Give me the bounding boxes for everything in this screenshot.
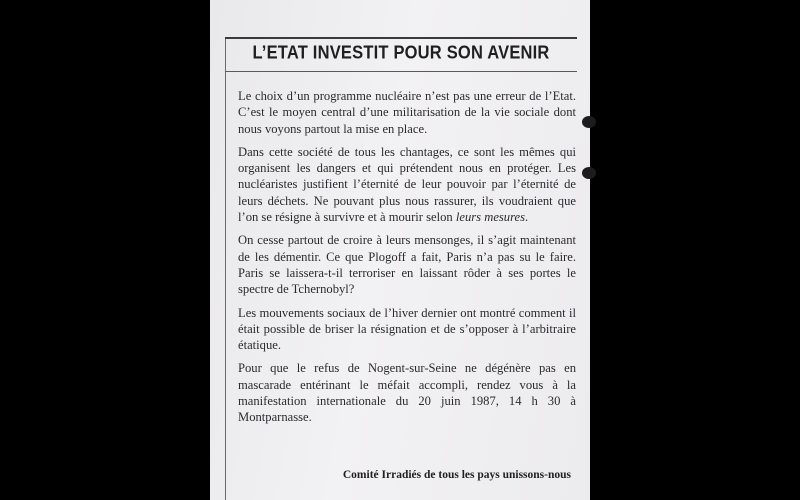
paragraph-text: Dans cette société de tous les chantages, ce sont les mêmes qui organisent les dangers et qui prétendent nous en protéger. Les nucléaristes justifient l’éternité de leur pouvoir par l’éternité de leurs déchets. Ne pouvant plus nous rassurer, ils voudraient que l’on se résigne à survivre et à mourir selon [238,144,576,225]
paragraph: On cesse partout de croire à leurs mensonges, il s’agit maintenant de les démentir. Ce que Plogoff a fait, Paris n’a pas su le faire. Paris se laissera-t-il terroriser en laissant rôder à ses portes le spectre de Tchernobyl? [238,233,576,297]
shadow-mark [582,116,596,128]
paragraph: Les mouvements sociaux de l’hiver dernier ont montré comment il était possible de briser la résignation et de s’opposer à l’arbitraire étatique. [238,305,576,353]
emphasis-trail: . [525,210,529,225]
shadow-mark [582,167,596,179]
signature: Comité Irradiés de tous les pays unissons-nous [342,469,571,481]
left-rule [225,37,226,500]
leaflet-title: L’ETAT INVESTIT POUR SON AVENIR [252,42,550,64]
emphasis-text: leurs mesures [455,210,526,225]
paragraph: Le choix d’un programme nucléaire n’est pas une erreur de l’Etat. C’est le moyen central d’une militarisation de la vie sociale dont nous voyons partout la mise en place. [238,89,576,136]
leaflet-body [238,88,576,433]
paragraph: Pour que le refus de Nogent-sur-Seine ne dégénère pas en mascarade entérinant le méfait accompli, rendez vous à la manifestation internationale du 20 juin 1987, 14 h 30 à Montparnasse. [238,361,576,425]
top-rule [225,37,577,39]
paragraph [238,144,576,225]
title-rule [225,71,577,72]
